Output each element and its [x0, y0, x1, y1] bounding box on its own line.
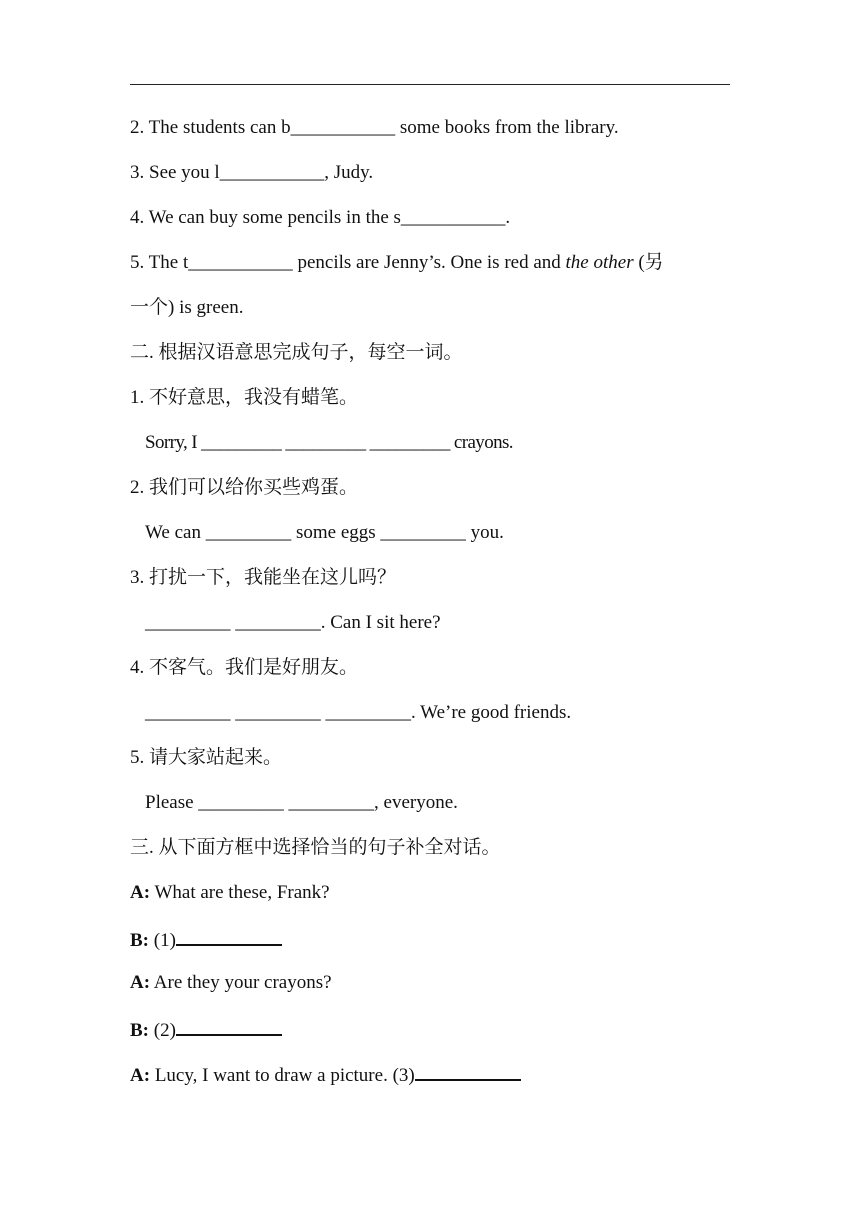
dialogue-line-5	[130, 1061, 521, 1088]
exercise-2-q5-chinese: 5. 请大家站起来。	[130, 747, 283, 768]
exercise-2-q2-chinese: 2. 我们可以给你买些鸡蛋。	[130, 477, 359, 498]
dialogue-line-2	[130, 926, 282, 953]
section-3-heading: 三. 从下面方框中选择恰当的句子补全对话。	[130, 837, 501, 858]
dialogue-text: Lucy, I want to draw a picture. (3)	[150, 1065, 415, 1086]
speaker-label: A:	[130, 1065, 151, 1086]
exercise-2-q4-english: _________ _________ _________. We’re good friends.	[145, 702, 572, 723]
dialogue-line-3	[130, 971, 332, 995]
answer-blank-3[interactable]	[415, 1061, 521, 1081]
answer-blank-1[interactable]	[176, 926, 282, 946]
exercise-2-q2-english: We can _________ some eggs _________ you.	[145, 522, 504, 543]
exercise-2-q1-chinese: 1. 不好意思，我没有蜡笔。	[130, 387, 359, 408]
top-divider	[130, 84, 730, 85]
q5-text-start: 5. The t___________ pencils are Jenny’s. One is red and	[130, 252, 566, 273]
dialogue-text: What are these, Frank?	[150, 882, 330, 903]
exercise-2-q1-english: Sorry, I _________ _________ _________ crayons.	[145, 432, 513, 453]
exercise-1-q5	[130, 251, 664, 275]
exercise-1-q2: 2. The students can b___________ some books from the library.	[130, 117, 619, 138]
exercise-1-q4: 4. We can buy some pencils in the s___________.	[130, 207, 511, 228]
dialogue-line-4	[130, 1016, 282, 1043]
speaker-label: B:	[130, 1020, 149, 1041]
exercise-2-q3-chinese: 3. 打扰一下，我能坐在这儿吗？	[130, 567, 397, 588]
exercise-2-q3-english: _________ _________. Can I sit here?	[145, 612, 441, 633]
dialogue-text: (2)	[149, 1020, 176, 1041]
exercise-1-q5-continued: 一个) is green.	[130, 297, 244, 318]
speaker-label: A:	[130, 972, 151, 993]
q5-text-end: (另	[633, 252, 664, 273]
q5-italic-text: the other	[565, 252, 634, 273]
section-2-heading: 二. 根据汉语意思完成句子，每空一词。	[130, 342, 463, 363]
dialogue-text: Are they your crayons?	[150, 972, 332, 993]
exercise-1-q3: 3. See you l___________, Judy.	[130, 162, 374, 183]
exercise-2-q4-chinese: 4. 不客气。我们是好朋友。	[130, 657, 359, 678]
answer-blank-2[interactable]	[176, 1016, 282, 1036]
exercise-2-q5-english: Please _________ _________, everyone.	[145, 792, 458, 813]
dialogue-text: (1)	[149, 930, 176, 951]
speaker-label: A:	[130, 882, 151, 903]
speaker-label: B:	[130, 930, 149, 951]
dialogue-line-1	[130, 881, 330, 905]
